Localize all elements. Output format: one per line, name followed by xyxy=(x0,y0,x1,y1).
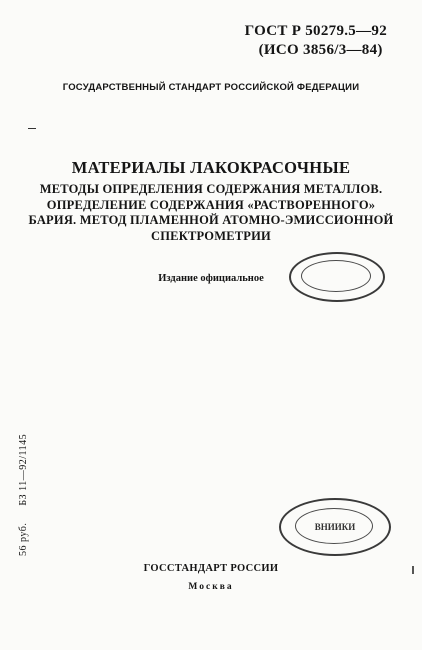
document-header: ГОСУДАРСТВЕННЫЙ СТАНДАРТ РОССИЙСКОЙ ФЕДЕРАЦИИ xyxy=(62,82,360,93)
standard-number: ГОСТ Р 50279.5—92 xyxy=(244,23,387,39)
stamp-inner-ring xyxy=(301,260,371,292)
edition-note: Издание официальное xyxy=(158,273,264,284)
document-subtitle: МЕТОДЫ ОПРЕДЕЛЕНИЯ СОДЕРЖАНИЯ МЕТАЛЛОВ. ОПРЕДЕЛЕНИЕ СОДЕРЖАНИЯ «РАСТВОРЕННОГО» БАРИЯ. МЕТОД ПЛАМЕННОЙ АТОМНО-ЭМИССИОННОЙ СПЕКТРОМЕТРИИ xyxy=(28,182,394,243)
library-stamp-icon xyxy=(279,498,391,556)
publisher-name: ГОССТАНДАРТ РОССИИ xyxy=(143,563,279,574)
library-stamp-icon xyxy=(289,252,385,302)
price-label: 56 руб. xyxy=(18,522,29,556)
scan-speck xyxy=(412,566,414,574)
side-imprint-text xyxy=(18,401,29,556)
imprint-code: БЗ 11—92/1145 xyxy=(18,433,29,506)
dash-mark xyxy=(28,128,36,129)
side-imprint xyxy=(16,405,30,555)
document-title: МАТЕРИАЛЫ ЛАКОКРАСОЧНЫЕ xyxy=(71,158,351,177)
publisher-city: Москва xyxy=(188,582,234,592)
standard-designation xyxy=(245,22,387,60)
stamp-mark: ВНИИКИ xyxy=(314,522,356,532)
iso-reference: (ИСО 3856/3—84) xyxy=(258,42,383,58)
